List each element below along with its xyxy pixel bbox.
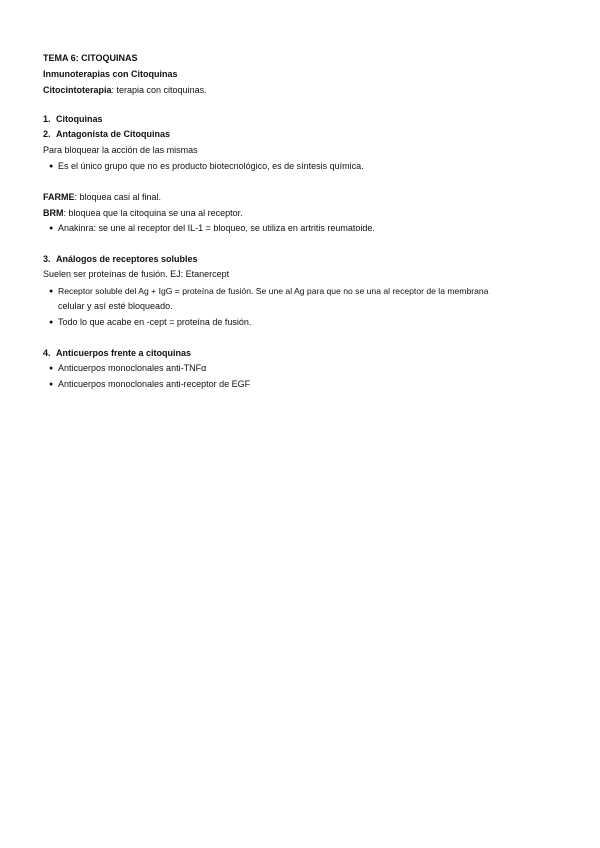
section-2-number: 2. [43, 129, 51, 139]
section-2-title: Antagonista de Citoquinas [56, 129, 171, 139]
section-3-bullet-1-line-2: celular y así esté bloqueado. [58, 301, 173, 311]
section-2-bullet-1: Es el único grupo que no es producto biotecnológico, es de síntesis química. [58, 161, 364, 171]
section-4-heading [43, 349, 191, 358]
bullet-glyph: ● [49, 381, 54, 388]
section-4-bullet-2: Anticuerpos monoclonales anti-receptor de EGF [58, 379, 251, 389]
definition-text: : terapia con citoquinas. [111, 85, 207, 95]
definition-term: Citocintoterapia [43, 85, 112, 95]
section-3-intro: Suelen ser proteínas de fusión. EJ: Etanercept [43, 269, 230, 279]
bullet-glyph: ● [49, 163, 54, 170]
doc-subtitle: Inmunoterapias con Citoquinas [43, 69, 178, 79]
bullet-glyph: ● [49, 319, 54, 326]
farme-text: : bloquea casi al final. [74, 192, 162, 202]
definition-line [43, 86, 207, 95]
section-2-heading [43, 130, 170, 139]
farme-term: FARME [43, 192, 75, 202]
section-1-title: Citoquinas [56, 114, 103, 124]
farme-line [43, 193, 161, 202]
brm-line [43, 209, 243, 218]
section-2-intro: Para bloquear la acción de las mismas [43, 145, 198, 155]
section-3-title: Análogos de receptores solubles [56, 254, 198, 264]
brm-bullet-1: Anakinra: se une al receptor del IL-1 = bloqueo, se utiliza en artritis reumatoide. [58, 223, 375, 233]
brm-term: BRM [43, 208, 64, 218]
section-4-number: 4. [43, 348, 51, 358]
section-4-title: Anticuerpos frente a citoquinas [56, 348, 192, 358]
bullet-glyph: ● [49, 288, 54, 295]
section-3-bullet-1-line-1: Receptor soluble del Ag + IgG = proteína de fusión. Se une al Ag para que no se una al receptor de la membrana [58, 286, 489, 296]
section-4-bullet-1: Anticuerpos monoclonales anti-TNFα [58, 363, 207, 373]
section-1-heading [43, 115, 103, 124]
bullet-glyph: ● [49, 225, 54, 232]
section-3-bullet-2: Todo lo que acabe en -cept = proteína de fusión. [58, 317, 252, 327]
doc-title: TEMA 6: CITOQUINAS [43, 53, 138, 63]
section-3-number: 3. [43, 254, 51, 264]
section-3-heading [43, 255, 198, 264]
brm-text: : bloquea que la citoquina se una al receptor. [63, 208, 243, 218]
bullet-glyph: ● [49, 365, 54, 372]
section-1-number: 1. [43, 114, 51, 124]
